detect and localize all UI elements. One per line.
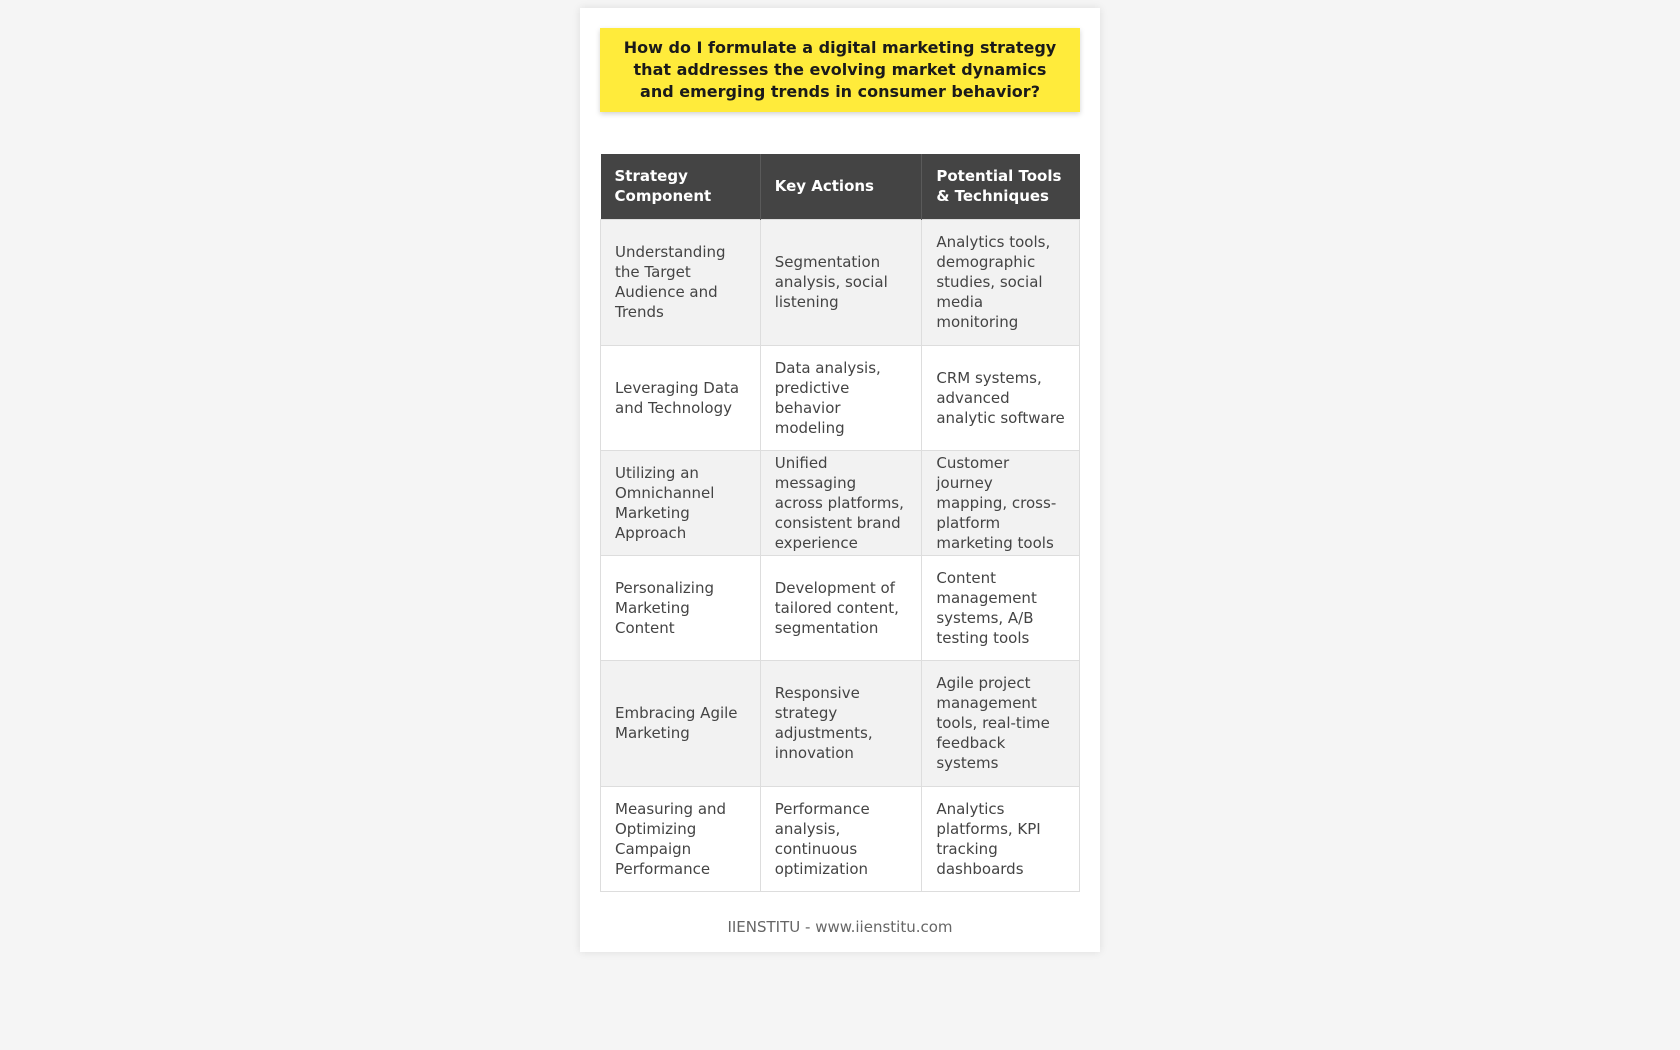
question-banner: How do I formulate a digital marketing strategy that addresses the evolving market dynamics and emerging trends in consumer behavior? (600, 28, 1080, 112)
table-row (601, 345, 1080, 450)
cell-strategy-component: Leveraging Data and Technology (601, 345, 761, 450)
strategy-table (600, 154, 1080, 892)
cell-tools-techniques: Content management systems, A/B testing tools (922, 555, 1080, 660)
cell-strategy-component: Understanding the Target Audience and Trends (601, 219, 761, 345)
cell-tools-techniques: CRM systems, advanced analytic software (922, 345, 1080, 450)
table-row (601, 219, 1080, 345)
cell-tools-techniques: Analytics tools, demographic studies, social media monitoring (922, 219, 1080, 345)
cell-tools-techniques: Customer journey mapping, cross-platform marketing tools (922, 450, 1080, 555)
header-key-actions: Key Actions (760, 154, 922, 219)
cell-key-actions: Development of tailored content, segmentation (760, 555, 922, 660)
cell-key-actions: Responsive strategy adjustments, innovation (760, 660, 922, 786)
header-strategy-component: Strategy Component (601, 154, 761, 219)
table-row (601, 450, 1080, 555)
cell-key-actions: Performance analysis, continuous optimization (760, 786, 922, 891)
cell-strategy-component: Utilizing an Omnichannel Marketing Approach (601, 450, 761, 555)
cell-strategy-component: Embracing Agile Marketing (601, 660, 761, 786)
cell-key-actions: Data analysis, predictive behavior modeling (760, 345, 922, 450)
cell-tools-techniques: Analytics platforms, KPI tracking dashboards (922, 786, 1080, 891)
content-card (580, 8, 1100, 952)
table-header-row (601, 154, 1080, 219)
cell-tools-techniques: Agile project management tools, real-time feedback systems (922, 660, 1080, 786)
table-row (601, 660, 1080, 786)
table-row (601, 555, 1080, 660)
cell-key-actions: Unified messaging across platforms, consistent brand experience (760, 450, 922, 555)
cell-key-actions: Segmentation analysis, social listening (760, 219, 922, 345)
footer-credit: IIENSTITU - www.iienstitu.com (727, 918, 953, 936)
header-tools-techniques: Potential Tools & Techniques (922, 154, 1080, 219)
table-row (601, 786, 1080, 891)
cell-strategy-component: Personalizing Marketing Content (601, 555, 761, 660)
cell-strategy-component: Measuring and Optimizing Campaign Performance (601, 786, 761, 891)
